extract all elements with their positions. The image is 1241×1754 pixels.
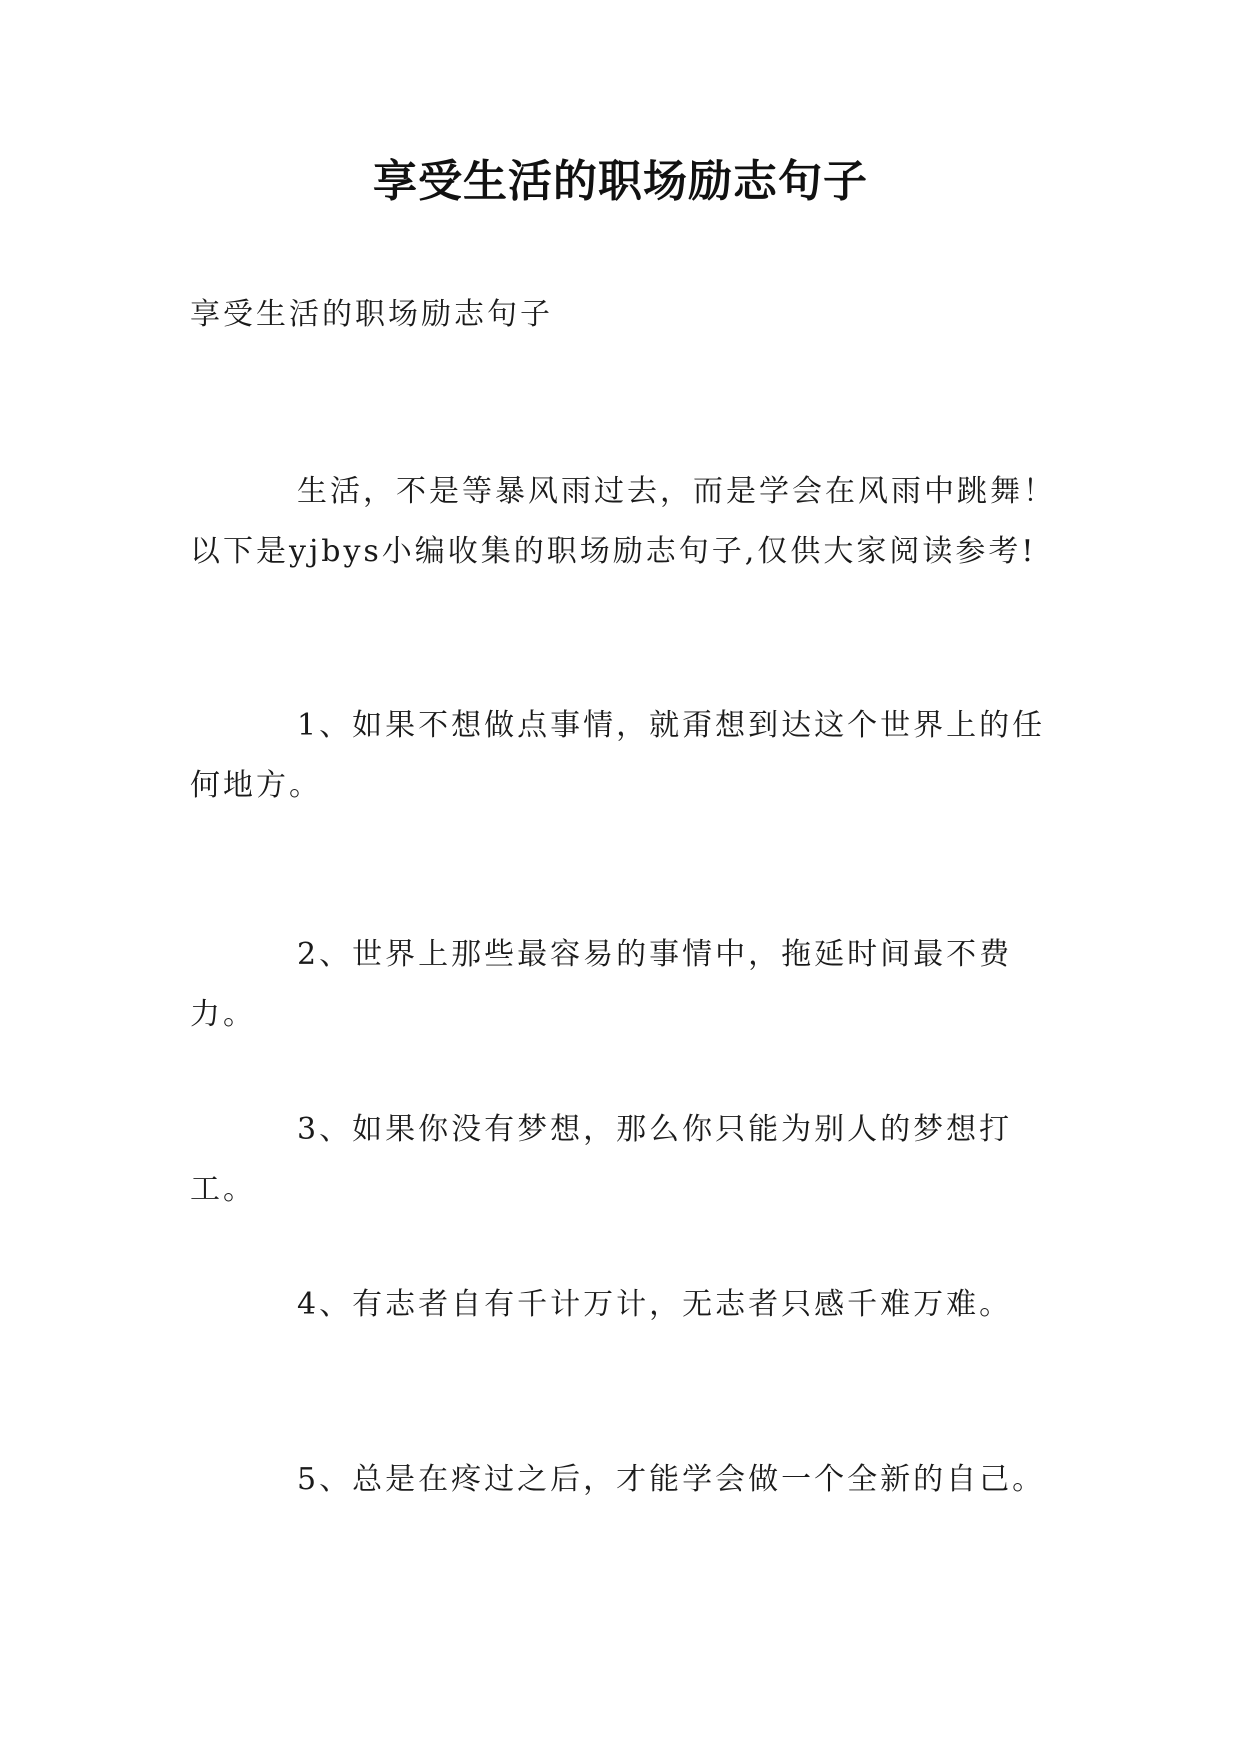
- quote-item: 5、总是在疼过之后，才能学会做一个全新的自己。: [297, 1462, 1046, 1497]
- quote-item: 4、有志者自有千计万计，无志者只感千难万难。: [297, 1287, 1013, 1322]
- intro-paragraph: 生活，不是等暴风雨过去，而是学会在风雨中跳舞！以下是yjbys小编收集的职场励志句子,仅供大家阅读参考!: [190, 474, 1056, 569]
- document-subtitle: 享受生活的职场励志句子: [190, 297, 553, 332]
- quote-item: 3、如果你没有梦想，那么你只能为别人的梦想打工。: [190, 1112, 1013, 1207]
- document-title: 享受生活的职场励志句子: [373, 156, 868, 207]
- quote-item: 1、如果不想做点事情，就甭想到达这个世界上的任何地方。: [190, 708, 1046, 803]
- quote-item: 2、世界上那些最容易的事情中，拖延时间最不费力。: [190, 937, 1013, 1032]
